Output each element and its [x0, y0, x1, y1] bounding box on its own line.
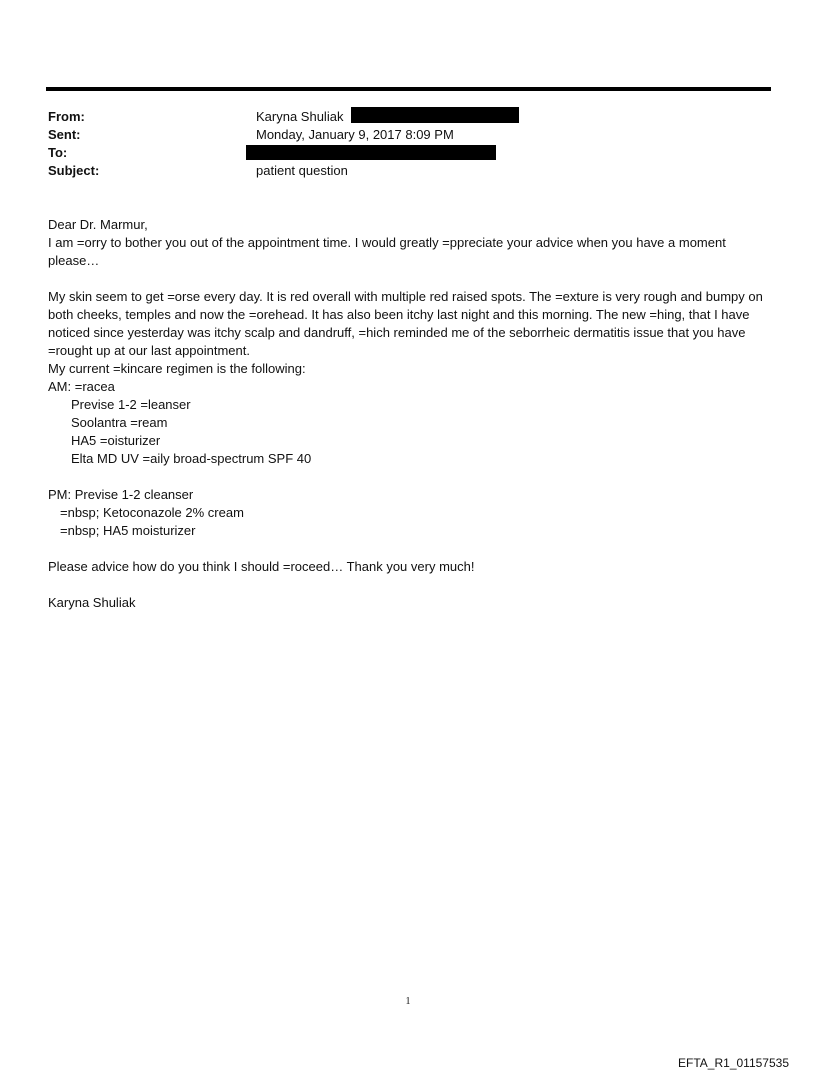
pm-item: =nbsp; Ketoconazole 2% cream	[60, 505, 244, 520]
closing: Please advice how do you think I should =roceed… Thank you very much!	[48, 559, 475, 574]
sent-label: Sent:	[48, 127, 81, 142]
am-label: AM: =racea	[48, 379, 115, 394]
paragraph-1: I am =orry to bother you out of the appointment time. I would greatly =ppreciate your advice when you have a moment please…	[48, 235, 726, 268]
to-value-redaction	[246, 145, 496, 160]
from-label: From:	[48, 109, 85, 124]
document-id: EFTA_R1_01157535	[678, 1056, 789, 1070]
am-item: Previse 1-2 =leanser	[71, 397, 191, 412]
from-value: Karyna Shuliak	[256, 109, 344, 124]
email-body	[48, 216, 770, 612]
am-item: Soolantra =ream	[71, 415, 168, 430]
pm-item: =nbsp; HA5 moisturizer	[60, 523, 196, 538]
from-email-redaction	[351, 107, 519, 123]
header-rule	[46, 87, 771, 91]
pm-label: PM: Previse 1-2 cleanser	[48, 487, 194, 502]
subject-value: patient question	[256, 163, 348, 178]
am-item: Elta MD UV =aily broad-spectrum SPF 40	[71, 451, 312, 466]
to-label: To:	[48, 145, 68, 160]
am-item: HA5 =oisturizer	[71, 433, 161, 448]
page-number: 1	[405, 996, 411, 1007]
signature: Karyna Shuliak	[48, 595, 136, 610]
paragraph-2: My skin seem to get =orse every day. It is red overall with multiple red raised spots. The =exture is very rough and bumpy on both cheeks, temples and now the =orehead. It has also been itchy last night and this morning. The new =hing, that I have noticed since yesterday was itchy scalp and dandruff, =hich reminded me of the seborrheic dermatitis issue that you have =rought up at our last appointment.	[48, 289, 763, 358]
greeting: Dear Dr. Marmur,	[48, 217, 148, 232]
sent-value: Monday, January 9, 2017 8:09 PM	[256, 127, 454, 142]
regimen-intro: My current =kincare regimen is the following:	[48, 361, 306, 376]
subject-label: Subject:	[48, 163, 100, 178]
